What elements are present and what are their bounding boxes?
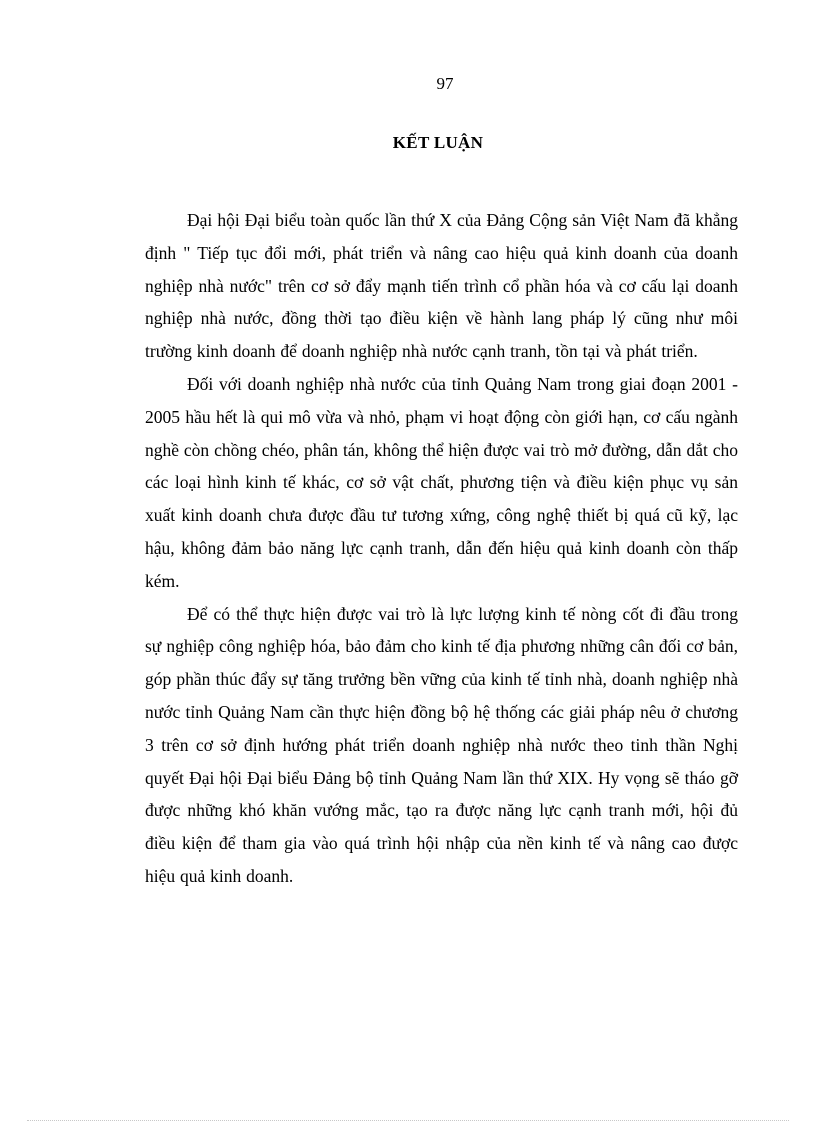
body-text xyxy=(145,204,738,893)
page-number: 97 xyxy=(436,74,454,93)
paragraph-intro: Đại hội Đại biểu toàn quốc lần thứ X của Đảng Cộng sản Việt Nam đã khẳng định " Tiếp tục đổi mới, phát triển và nâng cao hiệu quả kinh doanh của doanh nghiệp nhà nước" trên cơ sở đẩy mạnh tiến trình cổ phần hóa và cơ cấu lại doanh nghiệp nhà nước, đồng thời tạo điều kiện về hành lang pháp lý cũng như môi trường kinh doanh để doanh nghiệp nhà nước cạnh tranh, tồn tại và phát triển. xyxy=(145,210,738,362)
paragraph-solutions: Để có thể thực hiện được vai trò là lực lượng kinh tế nòng cốt đi đầu trong sự nghiệp công nghiệp hóa, bảo đảm cho kinh tế địa phương những cân đối cơ bản, góp phần thúc đẩy sự tăng trưởng bền vững của kinh tế tỉnh nhà, doanh nghiệp nhà nước tỉnh Quảng Nam cần thực hiện đồng bộ hệ thống các giải pháp nêu ở chương 3 trên cơ sở định hướng phát triển doanh nghiệp nhà nước theo tinh thần Nghị quyết Đại hội Đại biểu Đảng bộ tỉnh Quảng Nam lần thứ XIX. Hy vọng sẽ tháo gỡ được những khó khăn vướng mắc, tạo ra được năng lực cạnh tranh mới, hội đủ điều kiện để tham gia vào quá trình hội nhập của nền kinh tế và nâng cao được hiệu quả kinh doanh. xyxy=(145,603,738,886)
paragraph-situation: Đối với doanh nghiệp nhà nước của tỉnh Quảng Nam trong giai đoạn 2001 - 2005 hầu hết là qui mô vừa và nhỏ, phạm vi hoạt động còn giới hạn, cơ cấu ngành nghề còn chồng chéo, phân tán, không thể hiện được vai trò mở đường, dẫn dắt cho các loại hình kinh tế khác, cơ sở vật chất, phương tiện và điều kiện phục vụ sản xuất kinh doanh chưa được đầu tư tương xứng, công nghệ thiết bị quá cũ kỹ, lạc hậu, không đảm bảo năng lực cạnh tranh, dẫn đến hiệu quả kinh doanh còn thấp kém. xyxy=(145,373,738,591)
page-title: KẾT LUẬN xyxy=(392,133,484,152)
page-bottom-divider xyxy=(27,1120,789,1121)
